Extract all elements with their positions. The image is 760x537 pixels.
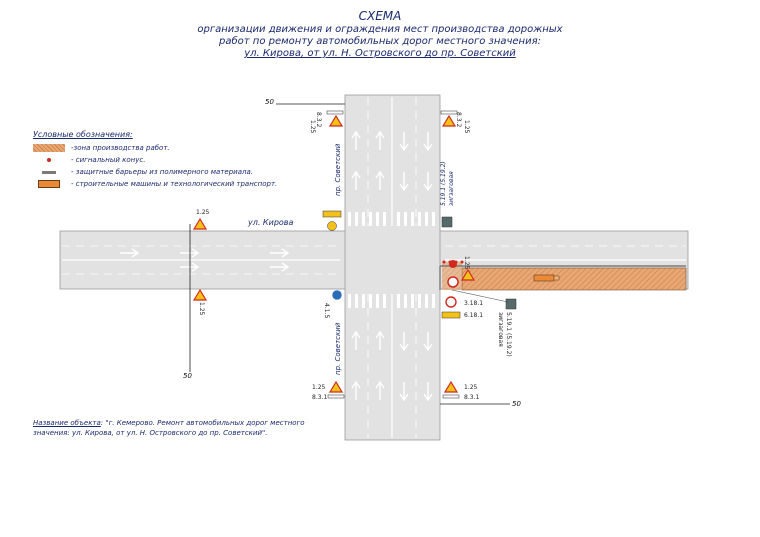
- sign-circle-sw: [332, 290, 342, 300]
- object-text-2: значения: ул. Кирова, от ул. Н. Островского до пр. Советский".: [33, 429, 268, 437]
- scheme-title: СХЕМА: [358, 9, 402, 23]
- sign-125-top-left: 1.25: [309, 120, 316, 134]
- warning-sign-left-bottom: [194, 290, 206, 300]
- title-line-3: ул. Кирова, от ул. Н. Островского до пр. Советский: [244, 48, 516, 59]
- sign-circle-nw: [323, 211, 341, 231]
- work-zone-swatch: [33, 144, 65, 152]
- distance-bottom: 50: [512, 400, 521, 408]
- sign-125-left-bottom: 1.25: [198, 302, 205, 316]
- sign-832-top-left: 8.3.2: [315, 112, 322, 128]
- street-kirova: ул. Кирова: [248, 218, 294, 227]
- traffic-light-ne: [442, 217, 452, 227]
- object-text-1: : "г. Кемерово. Ремонт автомобильных дорог местного: [100, 419, 305, 427]
- distance-top: 50: [265, 98, 274, 106]
- sign-zigzag-top: зигзаговая: [448, 171, 455, 206]
- street-sovetsky-top: пр. Советский: [334, 143, 342, 196]
- sign-125-left-top: 1.25: [196, 209, 210, 216]
- traffic-light-se: [506, 299, 516, 309]
- legend-item-cone: - сигнальный конус.: [33, 154, 277, 166]
- sign-832-top-right: 8.3.2: [455, 112, 462, 128]
- legend-item-barrier: - защитные барьеры из полимерного материала.: [33, 166, 277, 178]
- object-label: Название объекта: [33, 419, 101, 427]
- warning-sign-top-left: [327, 111, 343, 126]
- sign-831-bottom-right: 8.3.1: [464, 394, 480, 401]
- distance-left: 50: [183, 372, 192, 380]
- legend-item-machinery: - строительные машины и технологический транспорт.: [33, 178, 277, 190]
- street-sovetsky-bottom: пр. Советский: [334, 322, 342, 375]
- sign-circle-se: [442, 297, 460, 318]
- warning-sign-left-top: [194, 219, 206, 229]
- sign-125-top-right: 1.25: [463, 120, 470, 134]
- warning-sign-bottom-right: [443, 382, 459, 398]
- sign-125-bottom-left: 1.25: [312, 384, 326, 391]
- sign-125-bottom-right: 1.25: [464, 384, 478, 391]
- warning-sign-bottom-left: [328, 382, 344, 398]
- work-zone: [462, 268, 686, 290]
- truck-icon: [38, 180, 60, 188]
- object-description: [33, 418, 333, 438]
- cone-icon: [47, 158, 51, 162]
- sign-zigzag-bottom: зигзаговая: [497, 312, 504, 347]
- sign-6181: 6.18.1: [464, 312, 484, 319]
- barrier-icon: [42, 171, 56, 174]
- legend: [33, 130, 277, 190]
- sign-3181: 3.18.1: [464, 300, 484, 307]
- sign-519-top: 5.19.1 (5.19.2): [440, 161, 447, 206]
- construction-machine: [534, 275, 559, 281]
- sign-415: 4.1.5: [323, 303, 330, 319]
- legend-heading: Условные обозначения:: [33, 130, 133, 139]
- sign-831-bottom-left: 8.3.1: [312, 394, 328, 401]
- sign-125-mid: 1.25: [463, 256, 470, 270]
- title-line-1: организации движения и ограждения мест производства дорожных: [197, 24, 563, 35]
- title-line-2: работ по ремонту автомобильных дорог местного значения:: [219, 36, 541, 47]
- legend-item-work-zone: -зона производства работ.: [33, 142, 277, 154]
- sign-519-bottom: 5.19.1 (5.19.2): [505, 312, 512, 357]
